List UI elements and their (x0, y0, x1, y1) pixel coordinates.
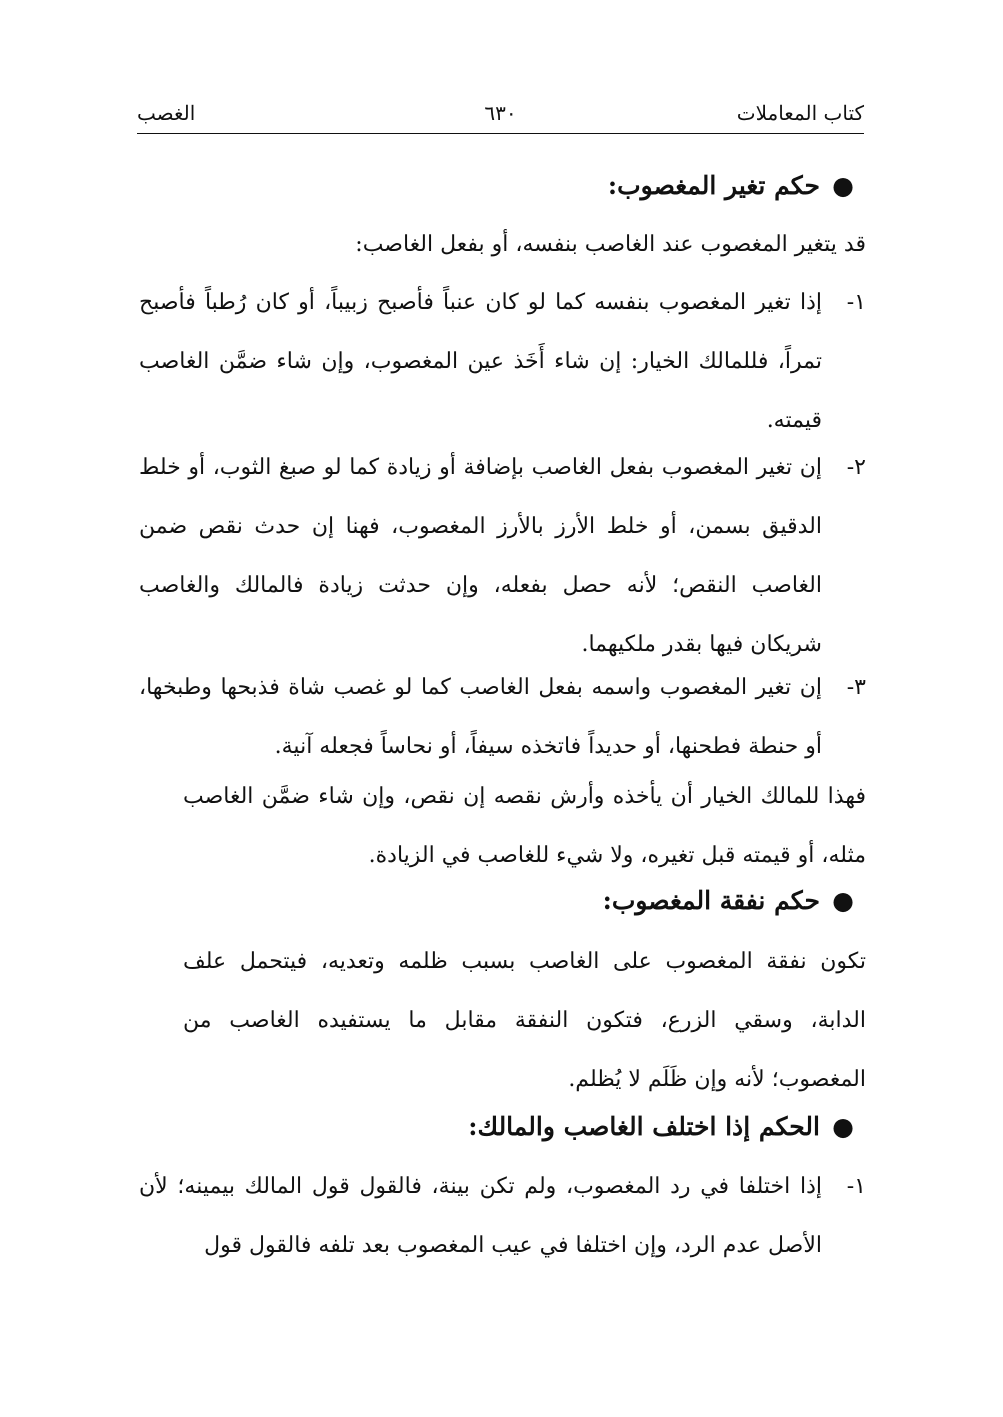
item-number: ٣- (846, 675, 866, 700)
page-header (137, 100, 864, 126)
page-number: ٦٣٠ (484, 101, 517, 125)
section-intro: قد يتغير المغصوب عند الغاصب بنفسه، أو بفعل الغاصب: (355, 232, 866, 257)
section-heading-3 (468, 1107, 866, 1147)
item-text: إذا اختلفا في رد المغصوب، ولم تكن بينة، فالقول قول المالك بيمينه؛ لأن الأصل عدم الرد، وإن اختلفا في عيب المغصوب بعد تلفه فالقول قول (139, 1174, 822, 1258)
item-text: إن تغير المغصوب بفعل الغاصب بإضافة أو زيادة كما لو صبغ الثوب، أو خلط الدقيق بسمن، أو خلط الأرز بالأرز المغصوب، فهنا إن حدث نقص ضمن الغاصب النقص؛ لأنه حصل بفعله، وإن حدثت زيادة فالمالك والغاصب شريكان فيها بقدر ملكيهما. (139, 455, 822, 657)
list-item (139, 438, 866, 674)
header-divider (137, 133, 864, 134)
heading-text: الحكم إذا اختلف الغاصب والمالك: (468, 1112, 820, 1141)
list-item (139, 1157, 866, 1275)
section-heading-2 (603, 881, 866, 921)
list-item (139, 658, 866, 776)
item-text: إن تغير المغصوب واسمه بفعل الغاصب كما لو غصب شاة فذبحها وطبخها، أو حنطة فطحنها، أو حديداً فاتخذه سيفاً، أو نحاساً فجعله آنية. (139, 675, 822, 759)
bullet-icon: ● (832, 171, 854, 200)
item-number: ١- (846, 1174, 866, 1199)
list-item (139, 273, 866, 450)
heading-text: حكم تغير المغصوب: (607, 171, 820, 200)
section-heading-1 (608, 166, 866, 206)
book-title: كتاب المعاملات (736, 101, 864, 125)
item-number: ٢- (846, 455, 866, 480)
item-continuation: فهذا للمالك الخيار أن يأخذه وأرش نقصه إن نقص، وإن شاء ضمَّن الغاصب مثله، أو قيمته قبل تغيره، ولا شيء للغاصب في الزيادة. (183, 784, 866, 868)
item-text: إذا تغير المغصوب بنفسه كما لو كان عنباً فأصبح زبيباً، أو كان رُطباً فأصبح تمراً، فللمالك الخيار: إن شاء أَخَذ عين المغصوب، وإن شاء ضمَّن الغاصب قيمته. (139, 290, 822, 433)
item-number: ١- (846, 290, 866, 315)
heading-text: حكم نفقة المغصوب: (602, 886, 820, 915)
bullet-icon: ● (832, 1112, 854, 1141)
chapter-title: الغصب (137, 101, 196, 125)
section-body: تكون نفقة المغصوب على الغاصب بسبب ظلمه وتعديه، فيتحمل علف الدابة، وسقي الزرع، فتكون النفقة مقابل ما يستفيده الغاصب من المغصوب؛ لأنه وإن ظَلَم لا يُظلم. (183, 949, 866, 1092)
bullet-icon: ● (832, 886, 854, 915)
